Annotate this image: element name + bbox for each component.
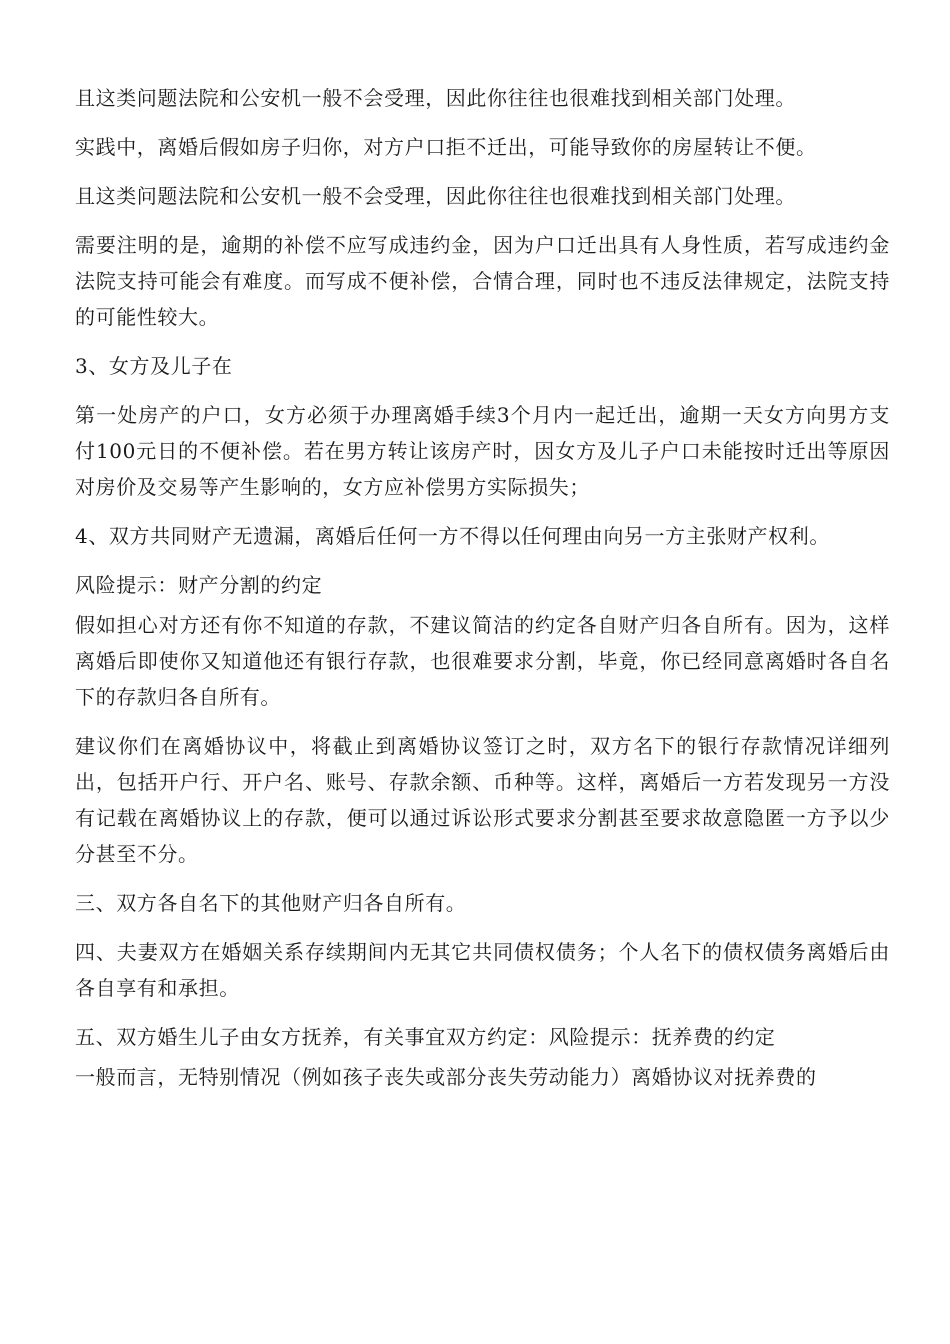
paragraph-7: 4、双方共同财产无遗漏，离婚后任何一方不得以任何理由向另一方主张财产权利。 (75, 524, 830, 548)
document-body (75, 80, 890, 1108)
paragraph-10: 建议你们在离婚协议中，将截止到离婚协议签订之时，双方名下的银行存款情况详细列出，包括开户行、开户名、账号、存款余额、币种等。这样，离婚后一方若发现另一方没有记载在离婚协议上的存款，便可以通过诉讼形式要求分割甚至要求故意隐匿一方予以少分甚至不分。 (75, 734, 890, 866)
paragraph-1: 且这类问题法院和公安机一般不会受理，因此你往往也很难找到相关部门处理。 (75, 86, 796, 110)
paragraph-8-heading: 风险提示：财产分割的约定 (75, 573, 323, 597)
paragraph-11: 三、双方各自名下的其他财产归各自所有。 (75, 891, 467, 915)
paragraph-6: 第一处房产的户口，女方必须于办理离婚手续3个月内一起迁出，逾期一天女方向男方支付100元日的不便补偿。若在男方转让该房产时，因女方及儿子户口未能按时迁出等原因对房价及交易等产生影响的，女方应补偿男方实际损失； (75, 403, 890, 499)
paragraph-14: 一般而言，无特别情况（例如孩子丧失或部分丧失劳动能力）离婚协议对抚养费的 (75, 1065, 817, 1089)
paragraph-9: 假如担心对方还有你不知道的存款，不建议简洁的约定各自财产归各自所有。因为，这样离婚后即使你又知道他还有银行存款，也很难要求分割，毕竟，你已经同意离婚时各自名下的存款归各自所有。 (75, 613, 890, 709)
paragraph-13: 五、双方婚生儿子由女方抚养，有关事宜双方约定：风险提示：抚养费的约定 (75, 1025, 776, 1049)
paragraph-12: 四、夫妻双方在婚姻关系存续期间内无其它共同债权债务；个人名下的债权债务离婚后由各自享有和承担。 (75, 940, 890, 1000)
paragraph-3: 且这类问题法院和公安机一般不会受理，因此你往往也很难找到相关部门处理。 (75, 184, 796, 208)
paragraph-5: 3、女方及儿子在 (75, 354, 233, 378)
paragraph-2: 实践中，离婚后假如房子归你，对方户口拒不迁出，可能导致你的房屋转让不便。 (75, 135, 817, 159)
paragraph-4: 需要注明的是，逾期的补偿不应写成违约金，因为户口迁出具有人身性质，若写成违约金法院支持可能会有难度。而写成不便补偿，合情合理，同时也不违反法律规定，法院支持的可能性较大。 (75, 233, 890, 329)
